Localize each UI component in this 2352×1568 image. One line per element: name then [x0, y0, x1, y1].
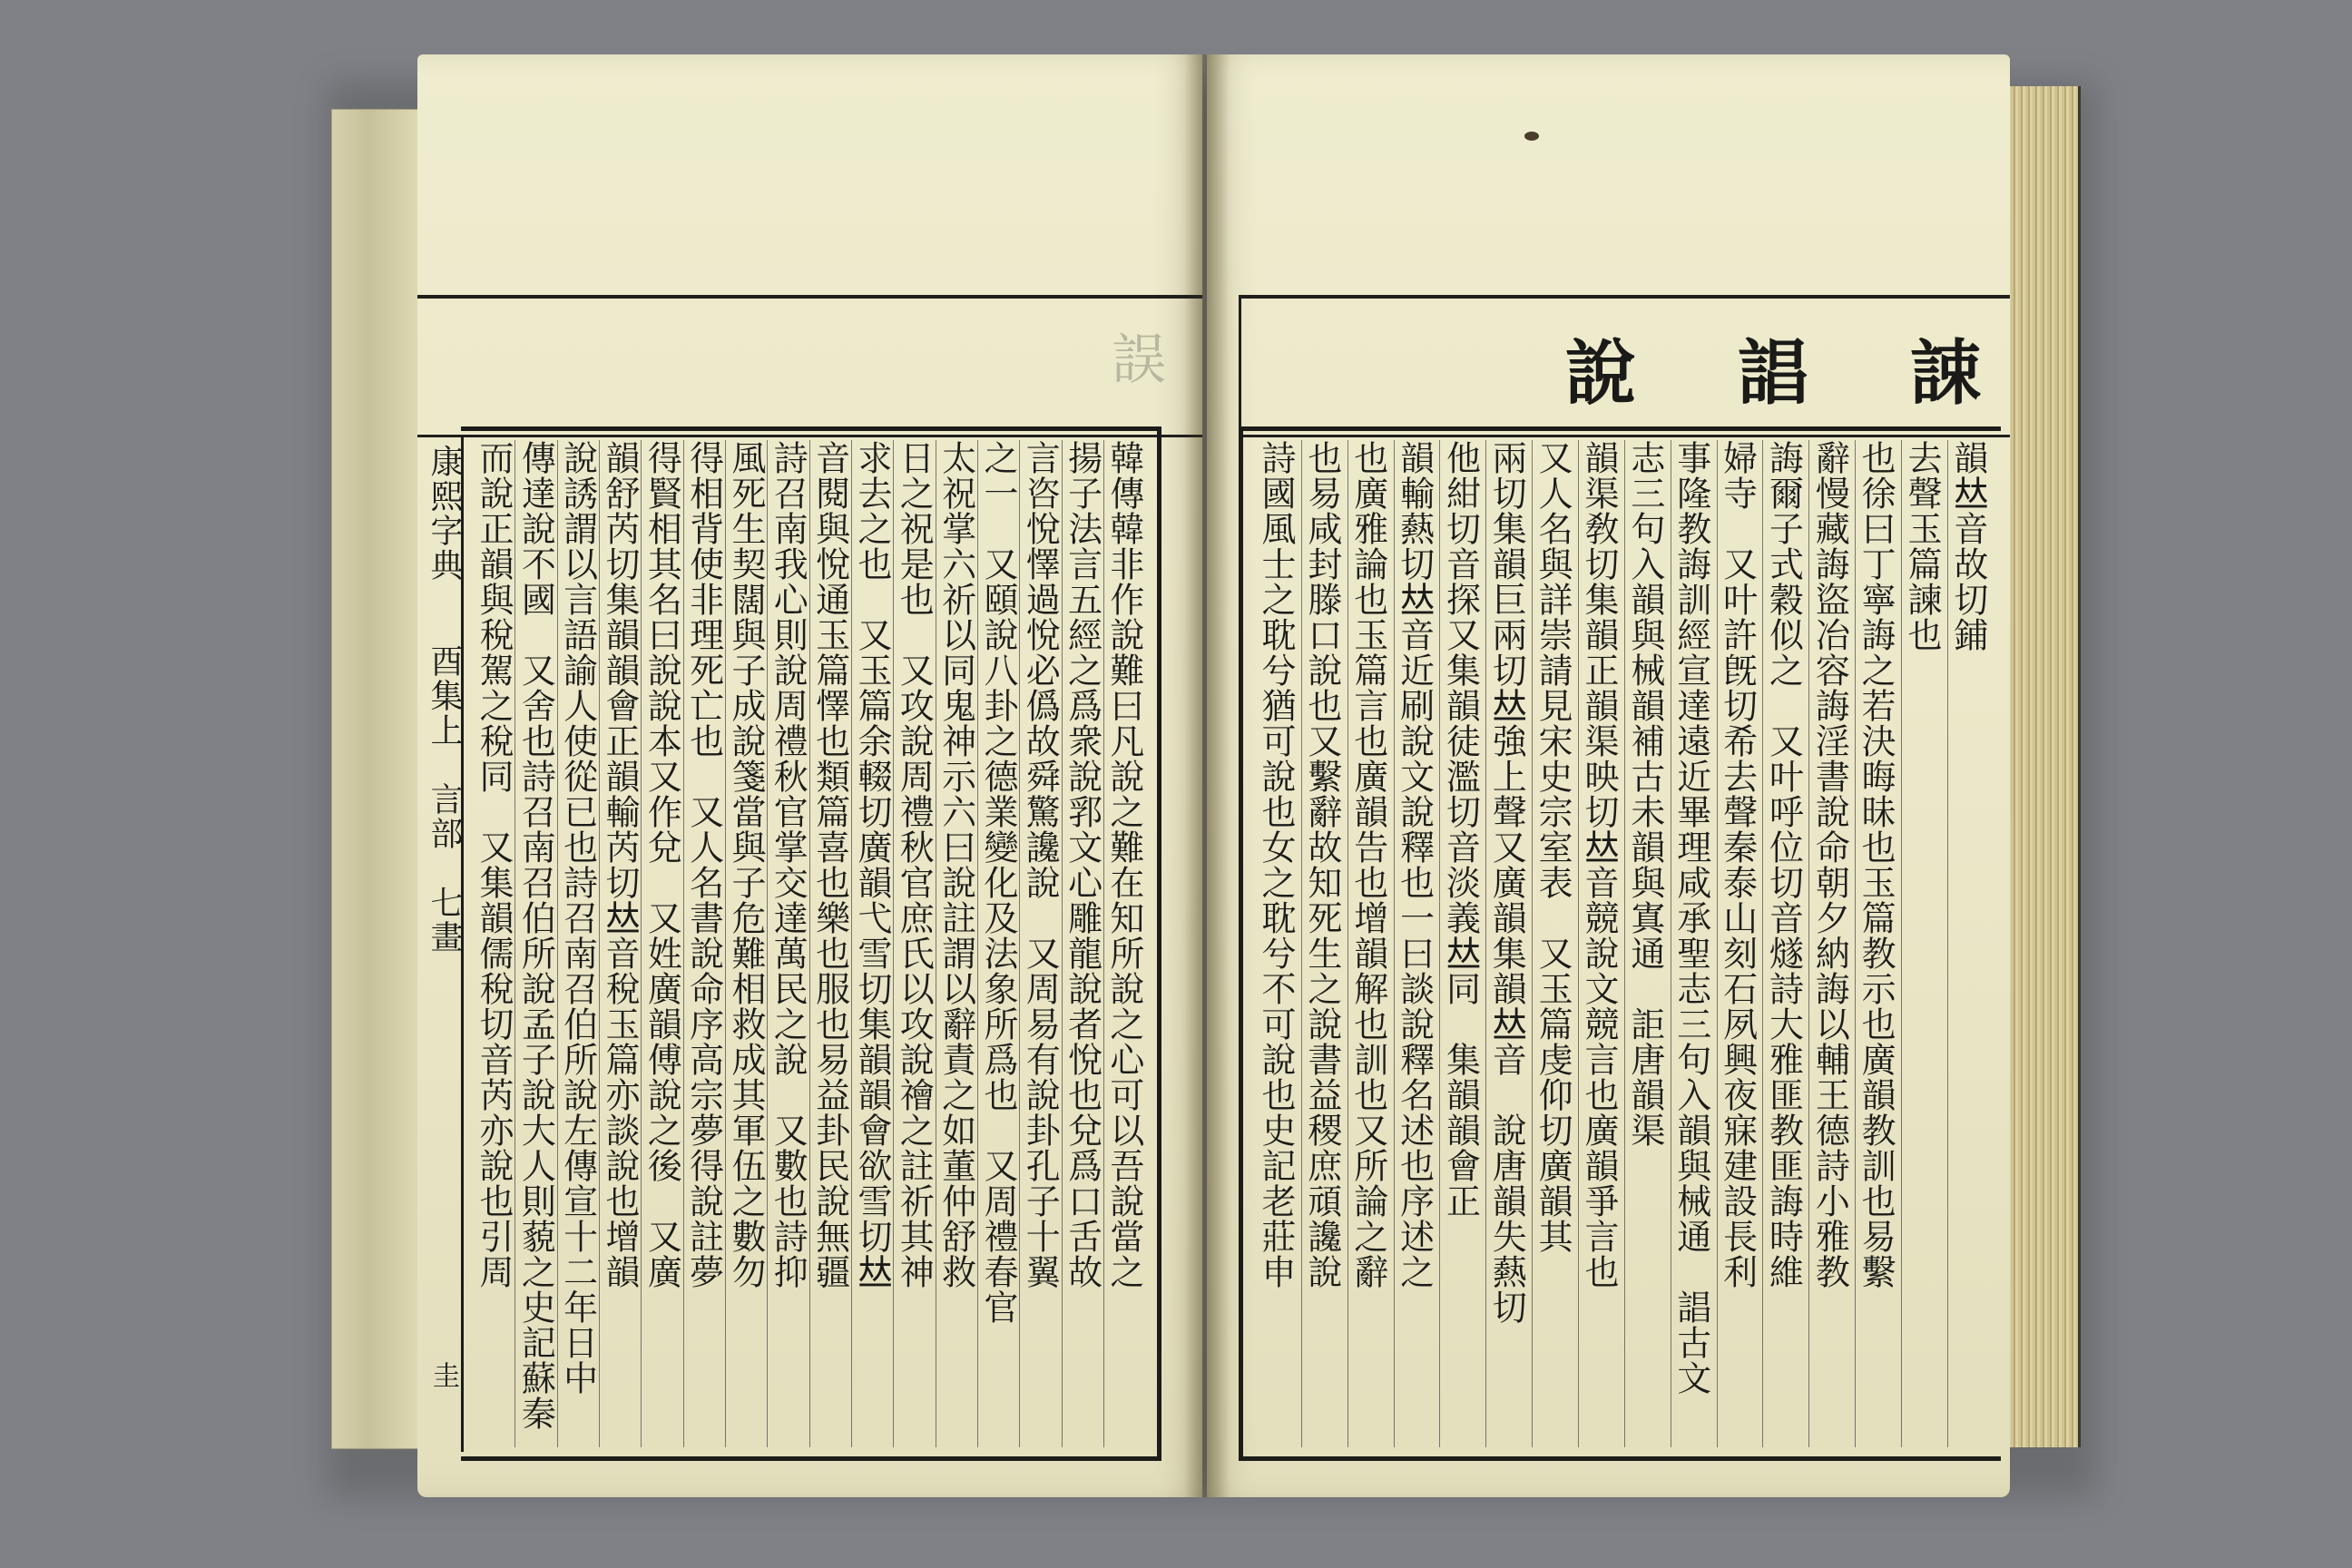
headword-3: 說	[1564, 332, 1638, 415]
right_page-column: 事隆教誨訓經宣達遠近畢理咸承聖志三句入韻與械通 誯古文	[1671, 440, 1711, 1447]
left-text-frame	[461, 426, 1161, 1461]
page-number: 圭	[427, 1361, 459, 1388]
left-page	[417, 54, 1202, 1497]
headword-2: 誯	[1737, 332, 1810, 415]
right_page-column: 韻𠀤音故切鋪	[1947, 440, 1988, 1447]
left_page-column: 得賢相其名曰說說本又作兌 又姓廣韻傅說之後 又廣	[641, 440, 681, 1447]
right_page-column: 辭慢藏誨盜冶容誨淫書說命朝夕納誨以輔王德詩小雅教	[1808, 440, 1849, 1447]
right_page-column: 也易咸封滕口說也又繫辭故知死生之說書益稷庶頑讒說	[1301, 440, 1342, 1447]
right-page	[1207, 54, 2010, 1497]
book-gutter	[1184, 54, 1230, 1497]
left_page-column: 韓傳韓非作說難曰凡說之難在知所說之心可以吾說當之	[1103, 440, 1144, 1447]
left_page-column: 音閱與悅通玉篇懌也類篇喜也樂也服也易益卦民說無疆	[809, 440, 850, 1447]
left-text-columns	[474, 440, 1144, 1447]
right_page-column: 詩國風士之耽兮猶可說也女之耽兮不可說也史記老莊申	[1256, 440, 1296, 1289]
right-text-frame	[1239, 426, 2001, 1461]
left_page-column: 日之祝是也 又攻說周禮秋官庶氏以攻說禬之註祈其神	[893, 440, 934, 1447]
left_page-column: 言咨悅懌過悅必僞故舜驚讒說 又周易有說卦孔子十翼	[1019, 440, 1060, 1447]
left_page-column: 而說正韻與稅駕之稅同 又集韻儒稅切音芮亦說也引周	[474, 440, 514, 1289]
right_page-column: 韻渠敎切集韻正韻渠映切𠀤音競說文競言也廣韻爭言也	[1578, 440, 1619, 1447]
left-header-band	[417, 295, 1202, 437]
ink-spot	[1524, 132, 1539, 141]
spine-section: 酉集上 言部 七畫	[426, 644, 463, 955]
right_page-column: 他紺切音探又集韻徒濫切音淡義𠀤同 集韻韻會正	[1439, 440, 1480, 1447]
left_page-column: 求去之也 又玉篇余輟切廣韻弋雪切集韻韻會欲雪切𠀤	[851, 440, 892, 1447]
left_page-column: 得相背使非理死亡也 又人名書說命序高宗夢得說註夢	[683, 440, 724, 1447]
right-text-columns	[1256, 440, 1988, 1447]
left_page-column: 韻舒芮切集韻韻會正韻輸芮切𠀤音稅玉篇亦談說也增韻	[599, 440, 640, 1447]
right_page-column: 志三句入韻與械韻補古未韻與寘通 詎唐韻渠	[1624, 440, 1665, 1447]
headwords	[1565, 317, 1983, 418]
spine-label: 康熙字典	[426, 445, 463, 583]
right_page-column: 也徐曰丁寧誨之若決晦昧也玉篇教示也廣韻教訓也易繫	[1855, 440, 1896, 1447]
left_page-column: 傳達說不國 又舍也詩召南召伯所說孟子說大人則藐之史記蘇秦	[514, 440, 555, 1447]
left_page-column: 說誘謂以言語諭人使從已也詩召南召伯所說左傳宣十二年日中	[557, 440, 598, 1447]
left_page-column: 太祝掌六祈以同鬼神示六曰說註謂以辭責之如董仲舒救	[936, 440, 976, 1447]
left_page-column: 揚子法言五經之爲衆說郛文心雕龍說者悅也兌爲口舌故	[1062, 440, 1102, 1447]
spine-tab	[417, 436, 464, 1452]
right_page-column: 也廣雅論也玉篇言也廣韻告也增韻解也訓也又所論之辭	[1348, 440, 1388, 1447]
left_page-column: 詩召南我心則說周禮秋官掌交達萬民之說 又數也詩抑	[767, 440, 808, 1447]
left_page-column: 風死生契闊與子成說箋當與子危難相救成其軍伍之數勿	[725, 440, 766, 1447]
left-faint-headword: 誤	[1112, 328, 1166, 392]
left-page-stack	[331, 109, 424, 1449]
right-header-band	[1239, 295, 2010, 437]
right_page-column: 婦寺 又叶許旣切希去聲秦泰山刻石夙興夜寐建設長利	[1717, 440, 1758, 1447]
left_page-column: 之一 又頤說八卦之德業變化及法象所爲也 又周禮春官	[977, 440, 1018, 1447]
right_page-column: 又人名與詳崇請見宋史宗室表 又玉篇虔仰切廣韻其	[1532, 440, 1573, 1447]
right_page-column: 韻輸爇切𠀤音近刷說文說釋也一曰談說釋名述也序述之	[1394, 440, 1435, 1447]
right_page-column: 誨爾子式穀似之 又叶呼位切音燧詩大雅匪教匪誨時維	[1762, 440, 1803, 1447]
right_page-column: 去聲玉篇諫也	[1901, 440, 1942, 1447]
right_page-column: 兩切集韻巨兩切𠀤強上聲又廣韻集韻𠀤音 說唐韻失爇切	[1485, 440, 1526, 1447]
headword-1: 誎	[1909, 332, 1983, 415]
